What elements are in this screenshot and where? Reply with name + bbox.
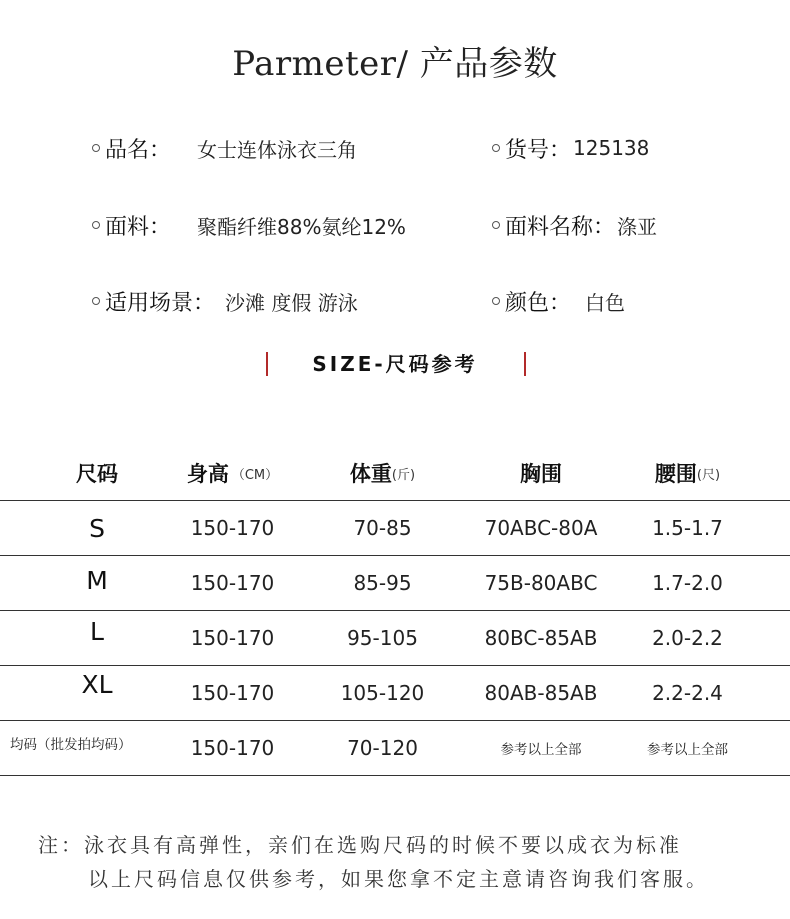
param-value: 125138 — [573, 136, 650, 160]
param-color — [492, 281, 625, 321]
header-bust — [476, 446, 606, 500]
header-label: 体重 — [349, 462, 392, 486]
height-cell: 150-170 — [190, 681, 275, 705]
table-row — [0, 721, 790, 776]
bust-cell: 80AB-85AB — [484, 681, 598, 705]
note-line-2: 以上尺码信息仅供参考，如果您拿不定主意请咨询我们客服。 — [88, 867, 709, 891]
table-row — [0, 611, 790, 666]
page-title: Parmeter/ 产品参数 — [232, 44, 558, 84]
bust-cell: 75B-80ABC — [484, 571, 598, 595]
size-cell: S — [89, 513, 105, 543]
height-cell: 150-170 — [190, 626, 275, 650]
param-scenario — [92, 281, 358, 321]
note-line-1: 注：泳衣具有高弹性，亲们在选购尺码的时候不要以成衣为标准 — [38, 833, 682, 857]
param-label: 面料： — [105, 214, 172, 240]
bust-cell: 80BC-85AB — [484, 626, 598, 650]
waist-cell: 2.0-2.2 — [652, 626, 723, 650]
bullet-icon — [92, 221, 100, 229]
param-product-name — [92, 128, 357, 168]
waist-cell: 2.2-2.4 — [652, 681, 723, 705]
size-cell: L — [90, 617, 104, 646]
header-unit: (尺) — [696, 467, 721, 483]
param-item-number — [492, 128, 649, 168]
param-value: 涤亚 — [617, 214, 658, 239]
param-value: 白色 — [585, 290, 626, 315]
param-label: 面料名称： — [505, 214, 616, 240]
header-waist — [625, 446, 750, 500]
weight-cell: 95-105 — [347, 626, 418, 650]
weight-cell: 105-120 — [340, 681, 425, 705]
weight-cell: 85-95 — [353, 571, 412, 595]
param-value: 女士连体泳衣三角 — [197, 137, 358, 162]
header-unit: （CM） — [231, 467, 279, 483]
param-label: 货号： — [505, 137, 572, 163]
weight-cell: 70-120 — [347, 736, 418, 760]
header-size — [12, 446, 182, 500]
param-fabric-name — [492, 205, 657, 245]
waist-cell: 1.7-2.0 — [652, 571, 723, 595]
bust-cell: 70ABC-80A — [484, 516, 598, 540]
bullet-icon — [92, 297, 100, 305]
height-cell: 150-170 — [190, 516, 275, 540]
param-value: 聚酯纤维88%氨纶12% — [197, 214, 406, 239]
header-weight — [320, 446, 445, 500]
table-row — [0, 501, 790, 556]
param-fabric — [92, 205, 406, 245]
header-label: 胸围 — [520, 462, 562, 486]
size-table — [0, 446, 790, 776]
size-cell: XL — [81, 670, 113, 699]
waist-cell: 1.5-1.7 — [652, 516, 723, 540]
header-label: 尺码 — [76, 462, 118, 486]
bust-cell: 参考以上全部 — [500, 742, 582, 758]
header-unit: (斤) — [391, 467, 416, 483]
table-row — [0, 556, 790, 611]
size-note — [38, 828, 709, 896]
height-cell: 150-170 — [190, 571, 275, 595]
size-cell: M — [86, 566, 108, 595]
size-section-header — [0, 348, 790, 380]
weight-cell: 70-85 — [353, 516, 412, 540]
header-height — [170, 446, 295, 500]
header-label: 腰围 — [654, 462, 697, 486]
bullet-icon — [92, 144, 100, 152]
param-value: 沙滩 度假 游泳 — [225, 290, 358, 315]
waist-cell: 参考以上全部 — [647, 742, 728, 758]
height-cell: 150-170 — [190, 736, 275, 760]
param-label: 颜色： — [505, 290, 572, 316]
header-label: 身高 — [186, 462, 229, 486]
param-label: 品名： — [105, 137, 172, 163]
table-header-row — [0, 446, 790, 501]
size-section-title: SIZE-尺码参考 — [312, 352, 478, 376]
bullet-icon — [492, 144, 500, 152]
size-cell: 均码（批发拍均码） — [10, 737, 132, 753]
bullet-icon — [492, 297, 500, 305]
right-accent-bar — [524, 352, 526, 376]
table-row — [0, 666, 790, 721]
param-label: 适用场景： — [105, 290, 216, 316]
bullet-icon — [492, 221, 500, 229]
